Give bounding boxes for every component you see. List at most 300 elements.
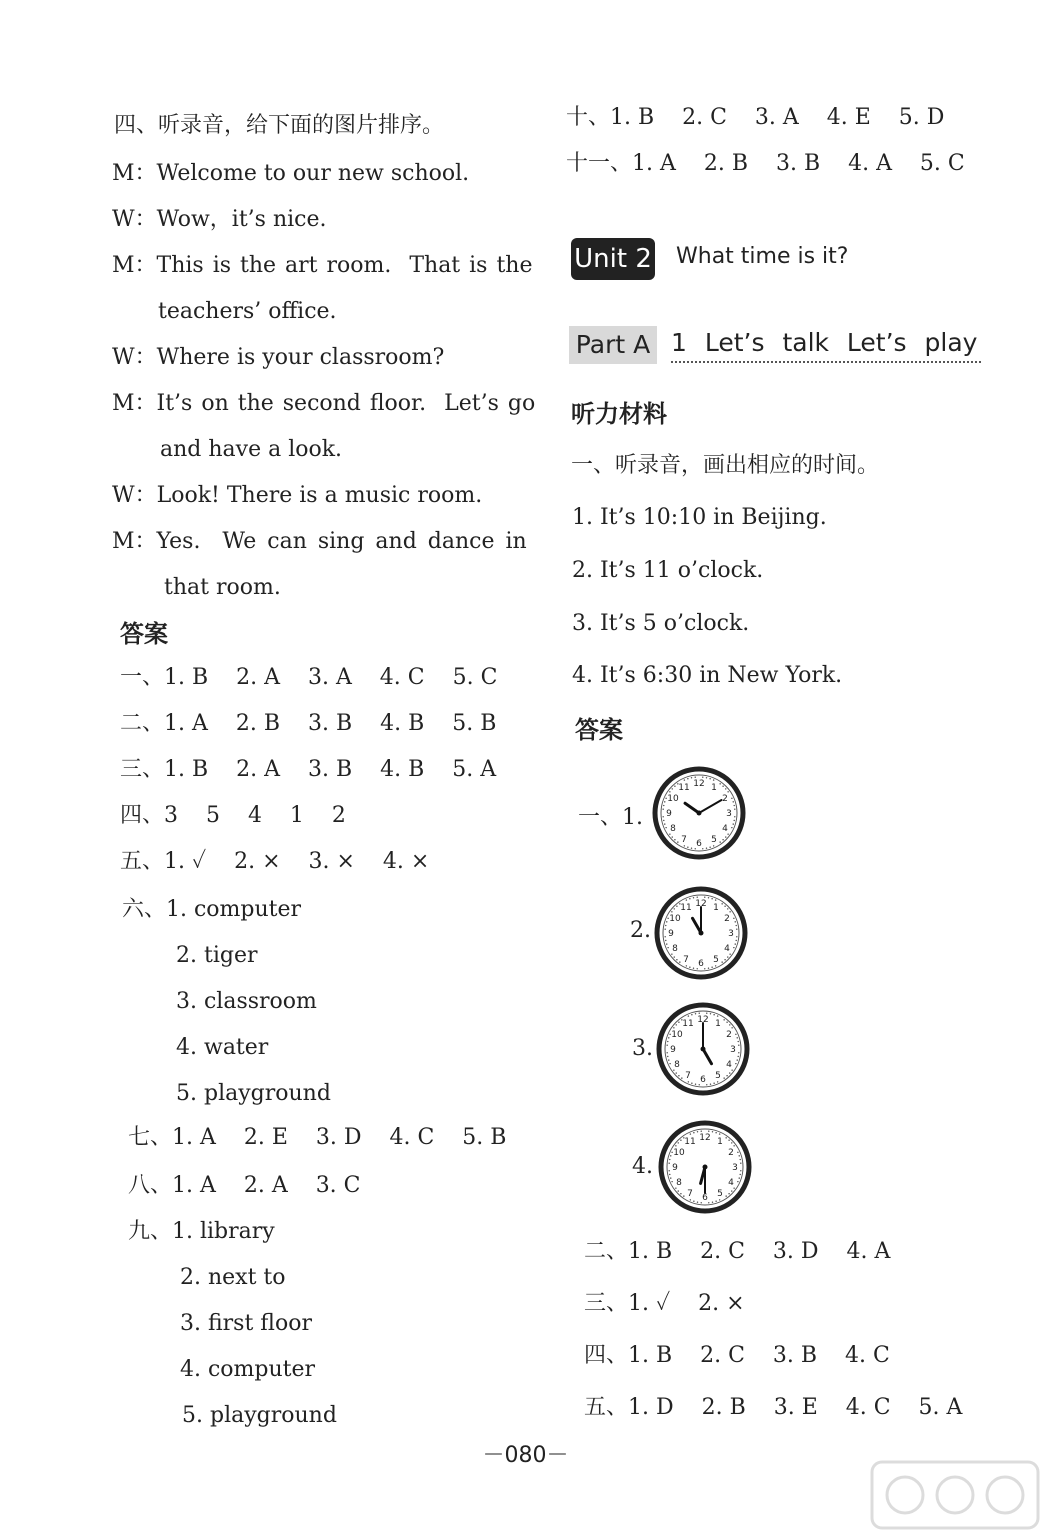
clock-minute-tick	[667, 947, 668, 948]
listening-line: 2. It’s 11 o’clock.	[572, 558, 764, 583]
clock-minute-tick	[671, 1152, 672, 1153]
clock-numeral: 1	[713, 903, 719, 914]
clock-minute-tick	[669, 833, 670, 834]
clock-minute-tick	[706, 1084, 707, 1085]
watermark-logo	[870, 1460, 1040, 1530]
clock-minute-tick	[669, 1174, 670, 1175]
clock-minute-tick	[689, 898, 690, 899]
clock-minute-tick	[664, 936, 665, 937]
part-badge: Part A	[569, 326, 657, 364]
clock-minute-tick	[709, 778, 710, 779]
clock-minute-tick	[736, 936, 737, 937]
clock-630	[658, 1120, 752, 1214]
clock-minute-tick	[678, 1142, 679, 1143]
clock-numeral: 9	[672, 1163, 678, 1173]
clock-numeral: 11	[680, 903, 692, 914]
answer-row: 3. first floor	[180, 1311, 312, 1336]
clock-minute-tick	[734, 820, 735, 821]
dialogue-line: and have a look.	[160, 437, 343, 462]
clock-minute-tick	[695, 848, 696, 849]
clock-minute-tick	[711, 898, 712, 899]
clock-numeral: 3	[726, 809, 732, 819]
clock-minute-tick	[734, 809, 735, 810]
clock-minute-tick	[691, 848, 692, 849]
clock-minute-tick	[727, 956, 728, 957]
clock-minute-tick	[688, 1015, 689, 1016]
clock-minute-tick	[727, 791, 728, 792]
clock-minute-tick	[675, 1145, 676, 1146]
clock-minute-tick	[699, 1012, 700, 1013]
clock-minute-tick	[735, 921, 736, 922]
clock-minute-tick	[727, 833, 728, 834]
clock-minute-tick	[668, 1163, 669, 1164]
clock-minute-tick	[681, 1019, 682, 1020]
clock-minute-tick	[726, 1022, 727, 1023]
clock-minute-tick	[669, 1159, 670, 1160]
part-title: 1 Let’s talk Let’s play	[671, 328, 981, 363]
clock-numeral: 6	[696, 839, 702, 849]
clock-minute-tick	[665, 798, 666, 799]
clock-minute-tick	[679, 961, 680, 962]
section-4-title: 四、听录音，给下面的图片排序。	[114, 113, 445, 138]
clock-minute-tick	[719, 783, 720, 784]
clock-minute-tick	[740, 1170, 741, 1171]
answer-row: 五、1. D 2. B 3. E 4. C 5. A	[584, 1395, 963, 1420]
answer-row: 2. next to	[180, 1265, 286, 1290]
clock-minute-tick	[719, 1199, 720, 1200]
clock-minute-tick	[695, 1084, 696, 1085]
clock-minute-tick	[676, 1072, 677, 1073]
clock-numeral: 5	[715, 1070, 721, 1081]
clock-minute-tick	[677, 841, 678, 842]
clock-minute-tick	[715, 1132, 716, 1133]
clock-numeral: 8	[670, 824, 676, 834]
answer-row: 4. water	[176, 1035, 269, 1060]
clock-numeral: 11	[682, 1019, 694, 1030]
clock-numeral: 12	[693, 779, 705, 789]
clock-numeral: 8	[676, 1178, 682, 1188]
clock-minute-tick	[665, 925, 666, 926]
clock-minute-tick	[662, 809, 663, 810]
clock-minute-tick	[731, 1069, 732, 1070]
clock-numeral: 11	[678, 783, 690, 794]
clock-minute-tick	[668, 1037, 669, 1038]
clock-minute-tick	[722, 839, 723, 840]
clock-minute-tick	[672, 836, 673, 837]
answer-row: 2. tiger	[176, 943, 258, 968]
clock-minute-tick	[736, 940, 737, 941]
clock-minute-tick	[665, 827, 666, 828]
clock-center	[701, 1047, 706, 1052]
answers-heading-right: 答案	[575, 716, 623, 744]
clock-minute-tick	[713, 845, 714, 846]
dialogue-line: W：Wow，it’s nice.	[112, 207, 327, 232]
clock-minute-tick	[717, 1081, 718, 1082]
clock-minute-tick	[664, 929, 665, 930]
clock-minute-tick	[739, 1155, 740, 1156]
clock-numeral: 12	[697, 1015, 709, 1025]
clock-numeral: 7	[683, 954, 689, 965]
clock-minute-tick	[737, 1181, 738, 1182]
clock-minute-tick	[686, 965, 687, 966]
clock-minute-tick	[739, 1177, 740, 1178]
answer-row: 5. playground	[176, 1081, 331, 1106]
clock-minute-tick	[740, 1163, 741, 1164]
clock-numeral: 4	[728, 1178, 734, 1188]
clock-minute-tick	[719, 841, 720, 842]
clock-center	[697, 811, 702, 816]
clock-numeral: 8	[674, 1060, 680, 1070]
clock-numeral: 2	[722, 794, 728, 804]
clock-minute-tick	[729, 1072, 730, 1073]
section-1-title: 一、听录音，画出相应的时间。	[571, 453, 880, 478]
clock-minute-tick	[710, 1013, 711, 1014]
clock-minute-tick	[675, 1187, 676, 1188]
clock-minute-tick	[711, 967, 712, 968]
clock-label: 一、1.	[578, 805, 643, 830]
clock-minute-tick	[738, 1045, 739, 1046]
clock-minute-tick	[691, 1083, 692, 1084]
clock-numeral: 4	[724, 944, 730, 954]
clock-minute-tick	[724, 959, 725, 960]
clock-minute-tick	[697, 1131, 698, 1132]
clock-minute-tick	[731, 1142, 732, 1143]
clock-minute-tick	[723, 1019, 724, 1020]
clock-numeral: 1	[711, 783, 717, 794]
clock-numeral: 9	[666, 809, 672, 819]
clock-minute-tick	[686, 899, 687, 900]
clock-minute-tick	[734, 805, 735, 806]
clock-minute-tick	[693, 1132, 694, 1133]
clock-minute-tick	[715, 899, 716, 900]
dialogue-line: M：Yes. We can sing and dance in	[112, 529, 527, 554]
clock-minute-tick	[667, 1056, 668, 1057]
listening-line: 3. It’s 5 o’clock.	[572, 611, 750, 636]
clock-minute-tick	[664, 801, 665, 802]
clock-minute-tick	[715, 965, 716, 966]
clock-minute-tick	[678, 1190, 679, 1191]
clock-minute-tick	[721, 961, 722, 962]
clock-minute-tick	[740, 1159, 741, 1160]
clock-minute-tick	[684, 845, 685, 846]
clock-minute-tick	[729, 911, 730, 912]
clock-minute-tick	[728, 1193, 729, 1194]
clock-minute-tick	[670, 1155, 671, 1156]
clock-minute-tick	[663, 805, 664, 806]
clock-minute-tick	[706, 777, 707, 778]
clock-1010	[652, 766, 746, 860]
clock-minute-tick	[733, 801, 734, 802]
clock-minute-tick	[666, 943, 667, 944]
clock-numeral: 7	[685, 1070, 691, 1081]
clock-minute-tick	[671, 1181, 672, 1182]
unit-title: What time is it?	[676, 244, 849, 269]
clock-minute-tick	[674, 956, 675, 957]
clock-minute-tick	[738, 1052, 739, 1053]
clock-numeral: 9	[668, 929, 674, 939]
clock-minute-tick	[727, 908, 728, 909]
page-number: －080－	[482, 1443, 569, 1468]
clock-minute-tick	[702, 848, 703, 849]
clock-numeral: 10	[667, 794, 679, 804]
unit-badge: Unit 2	[571, 238, 655, 280]
answer-row: 5. playground	[182, 1403, 337, 1428]
clock-label: 3.	[632, 1036, 653, 1061]
clock-minute-tick	[733, 1187, 734, 1188]
clock-1100	[654, 886, 748, 980]
clock-minute-tick	[717, 1015, 718, 1016]
clock-minute-tick	[710, 1084, 711, 1085]
clock-numeral: 5	[717, 1188, 723, 1199]
clock-numeral: 1	[715, 1019, 721, 1030]
clock-minute-tick	[670, 1177, 671, 1178]
clock-minute-tick	[687, 847, 688, 848]
clock-minute-tick	[690, 1133, 691, 1134]
clock-minute-tick	[666, 921, 667, 922]
clock-numeral: 12	[695, 899, 707, 909]
clock-minute-tick	[729, 1024, 730, 1025]
clock-numeral: 4	[726, 1060, 732, 1070]
clock-minute-tick	[699, 1084, 700, 1085]
clock-numeral: 2	[728, 1148, 734, 1158]
clock-minute-tick	[663, 820, 664, 821]
clock-minute-tick	[737, 1037, 738, 1038]
clock-minute-tick	[729, 953, 730, 954]
clock-minute-tick	[693, 1201, 694, 1202]
clock-minute-tick	[737, 1059, 738, 1060]
clock-minute-tick	[737, 1152, 738, 1153]
dialogue-line: W：Where is your classroom?	[112, 345, 445, 370]
clock-minute-tick	[671, 953, 672, 954]
clock-minute-tick	[713, 1083, 714, 1084]
clock-center	[699, 931, 704, 936]
clock-minute-tick	[736, 925, 737, 926]
clock-numeral: 1	[717, 1137, 723, 1148]
clock-minute-tick	[673, 1069, 674, 1070]
clock-minute-tick	[695, 1013, 696, 1014]
clock-minute-tick	[693, 968, 694, 969]
clock-minute-tick	[713, 1014, 714, 1015]
clock-minute-tick	[704, 968, 705, 969]
clock-minute-tick	[666, 1052, 667, 1053]
answer-row: 八、1. A 2. A 3. C	[128, 1173, 361, 1198]
clock-minute-tick	[664, 823, 665, 824]
answer-row: 九、1. library	[128, 1219, 275, 1244]
clock-minute-tick	[662, 816, 663, 817]
clock-500	[656, 1002, 750, 1096]
clock-minute-tick	[678, 1075, 679, 1076]
clock-minute-tick	[669, 1063, 670, 1064]
clock-numeral: 9	[670, 1045, 676, 1055]
clock-minute-tick	[725, 1195, 726, 1196]
answer-row: 四、3 5 4 1 2	[120, 803, 346, 828]
clock-minute-tick	[677, 783, 678, 784]
clock-minute-tick	[697, 1202, 698, 1203]
clock-numeral: 3	[732, 1163, 738, 1173]
answer-row: 3. classroom	[176, 989, 317, 1014]
clock-minute-tick	[676, 959, 677, 960]
clock-minute-tick	[683, 1137, 684, 1138]
answer-row: 十、1. B 2. C 3. A 4. E 5. D	[566, 105, 945, 130]
dialogue-line: teachers’ office.	[158, 299, 337, 324]
clock-minute-tick	[713, 779, 714, 780]
clock-minute-tick	[731, 1190, 732, 1191]
clock-minute-tick	[678, 1022, 679, 1023]
clock-minute-tick	[723, 1077, 724, 1078]
answer-row: 二、1. A 2. B 3. B 4. B 5. B	[120, 711, 497, 736]
clock-minute-tick	[680, 1193, 681, 1194]
clock-numeral: 7	[681, 834, 687, 845]
clock-minute-tick	[697, 968, 698, 969]
clock-label: 2.	[630, 918, 651, 943]
clock-numeral: 10	[669, 914, 681, 924]
clock-minute-tick	[736, 929, 737, 930]
clock-minute-tick	[674, 839, 675, 840]
clock-numeral: 6	[698, 959, 704, 969]
clock-numeral: 8	[672, 944, 678, 954]
clock-minute-tick	[708, 897, 709, 898]
clock-minute-tick	[676, 906, 677, 907]
clock-minute-tick	[667, 918, 668, 919]
clock-minute-tick	[733, 823, 734, 824]
clock-numeral: 3	[730, 1045, 736, 1055]
clock-minute-tick	[687, 778, 688, 779]
listening-line: 4. It’s 6:30 in New York.	[572, 663, 843, 688]
answer-row: 三、1. ✓ 2. ×	[584, 1291, 745, 1316]
clock-minute-tick	[691, 777, 692, 778]
clock-minute-tick	[722, 786, 723, 787]
clock-numeral: 12	[699, 1133, 711, 1143]
answer-row: 4. computer	[180, 1357, 316, 1382]
clock-minute-tick	[712, 1202, 713, 1203]
clock-minute-tick	[735, 1034, 736, 1035]
answer-row: 五、1. ✓ 2. × 3. × 4. ×	[120, 849, 430, 874]
dialogue-line: that room.	[164, 575, 281, 600]
clock-minute-tick	[667, 1041, 668, 1042]
clock-minute-tick	[683, 1195, 684, 1196]
clock-minute-tick	[665, 940, 666, 941]
clock-minute-tick	[725, 788, 726, 789]
answer-row: 一、1. B 2. A 3. A 4. C 5. C	[120, 665, 498, 690]
clock-minute-tick	[733, 947, 734, 948]
clock-minute-tick	[715, 1201, 716, 1202]
clock-minute-tick	[708, 1202, 709, 1203]
clock-numeral: 10	[673, 1148, 685, 1158]
clock-numeral: 10	[671, 1030, 683, 1040]
clock-minute-tick	[697, 896, 698, 897]
clock-minute-tick	[701, 1202, 702, 1203]
clock-label: 4.	[632, 1154, 653, 1179]
clock-minute-tick	[680, 1140, 681, 1141]
clock-minute-tick	[669, 1034, 670, 1035]
clock-numeral: 2	[726, 1030, 732, 1040]
clock-minute-tick	[691, 1014, 692, 1015]
clock-minute-tick	[726, 1075, 727, 1076]
clock-minute-tick	[738, 1056, 739, 1057]
clock-minute-tick	[725, 1137, 726, 1138]
listening-heading: 听力材料	[571, 400, 667, 428]
clock-minute-tick	[706, 1012, 707, 1013]
clock-minute-tick	[738, 1041, 739, 1042]
clock-minute-tick	[708, 968, 709, 969]
clock-minute-tick	[701, 1130, 702, 1131]
clock-minute-tick	[690, 1199, 691, 1200]
clock-minute-tick	[676, 1024, 677, 1025]
clock-minute-tick	[668, 1170, 669, 1171]
clock-minute-tick	[693, 897, 694, 898]
clock-numeral: 5	[711, 834, 717, 845]
clock-minute-tick	[708, 1130, 709, 1131]
answer-row: 七、1. A 2. E 3. D 4. C 5. B	[128, 1125, 507, 1150]
answer-row: 十一、1. A 2. B 3. B 4. A 5. C	[566, 151, 965, 176]
clock-minute-tick	[733, 1145, 734, 1146]
clock-minute-tick	[695, 776, 696, 777]
clock-numeral: 4	[722, 824, 728, 834]
clock-minute-tick	[681, 1077, 682, 1078]
clock-minute-tick	[731, 827, 732, 828]
clock-minute-tick	[721, 903, 722, 904]
clock-numeral: 3	[728, 929, 734, 939]
clock-minute-tick	[725, 836, 726, 837]
clock-minute-tick	[669, 791, 670, 792]
clock-minute-tick	[719, 1133, 720, 1134]
clock-minute-tick	[735, 1063, 736, 1064]
clock-minute-tick	[712, 1131, 713, 1132]
clock-numeral: 2	[724, 914, 730, 924]
clock-minute-tick	[702, 776, 703, 777]
clock-minute-tick	[689, 967, 690, 968]
dialogue-line: M：Welcome to our new school.	[112, 161, 470, 186]
clock-minute-tick	[674, 908, 675, 909]
clock-minute-tick	[735, 943, 736, 944]
clock-numeral: 5	[713, 954, 719, 965]
clock-minute-tick	[740, 1174, 741, 1175]
clock-minute-tick	[731, 1027, 732, 1028]
answer-row: 六、1. computer	[122, 897, 302, 922]
listening-line: 1. It’s 10:10 in Beijing.	[572, 505, 827, 530]
answer-row: 四、1. B 2. C 3. B 4. C	[584, 1343, 890, 1368]
clock-minute-tick	[706, 848, 707, 849]
clock-minute-tick	[688, 1081, 689, 1082]
answer-row: 三、1. B 2. A 3. B 4. B 5. A	[120, 757, 497, 782]
dialogue-line: M：It’s on the second floor. Let’s go	[112, 391, 536, 416]
clock-minute-tick	[724, 906, 725, 907]
clock-minute-tick	[668, 1059, 669, 1060]
clock-numeral: 6	[702, 1193, 708, 1203]
clock-numeral: 11	[684, 1137, 696, 1148]
answer-row: 二、1. B 2. C 3. D 4. A	[584, 1239, 891, 1264]
clock-minute-tick	[673, 1027, 674, 1028]
clock-minute-tick	[666, 1045, 667, 1046]
clock-minute-tick	[733, 918, 734, 919]
clock-minute-tick	[672, 788, 673, 789]
dialogue-line: W：Look! There is a music room.	[112, 483, 483, 508]
clock-numeral: 7	[687, 1188, 693, 1199]
clock-minute-tick	[728, 1140, 729, 1141]
dialogue-line: M：This is the art room. That is the	[112, 253, 533, 278]
clock-minute-tick	[674, 786, 675, 787]
clock-center	[703, 1165, 708, 1170]
clock-minute-tick	[704, 896, 705, 897]
clock-minute-tick	[734, 816, 735, 817]
clock-minute-tick	[709, 847, 710, 848]
clock-minute-tick	[731, 798, 732, 799]
clock-minute-tick	[679, 903, 680, 904]
clock-numeral: 6	[700, 1075, 706, 1085]
clock-minute-tick	[671, 911, 672, 912]
answers-heading: 答案	[120, 620, 168, 648]
clock-minute-tick	[684, 779, 685, 780]
